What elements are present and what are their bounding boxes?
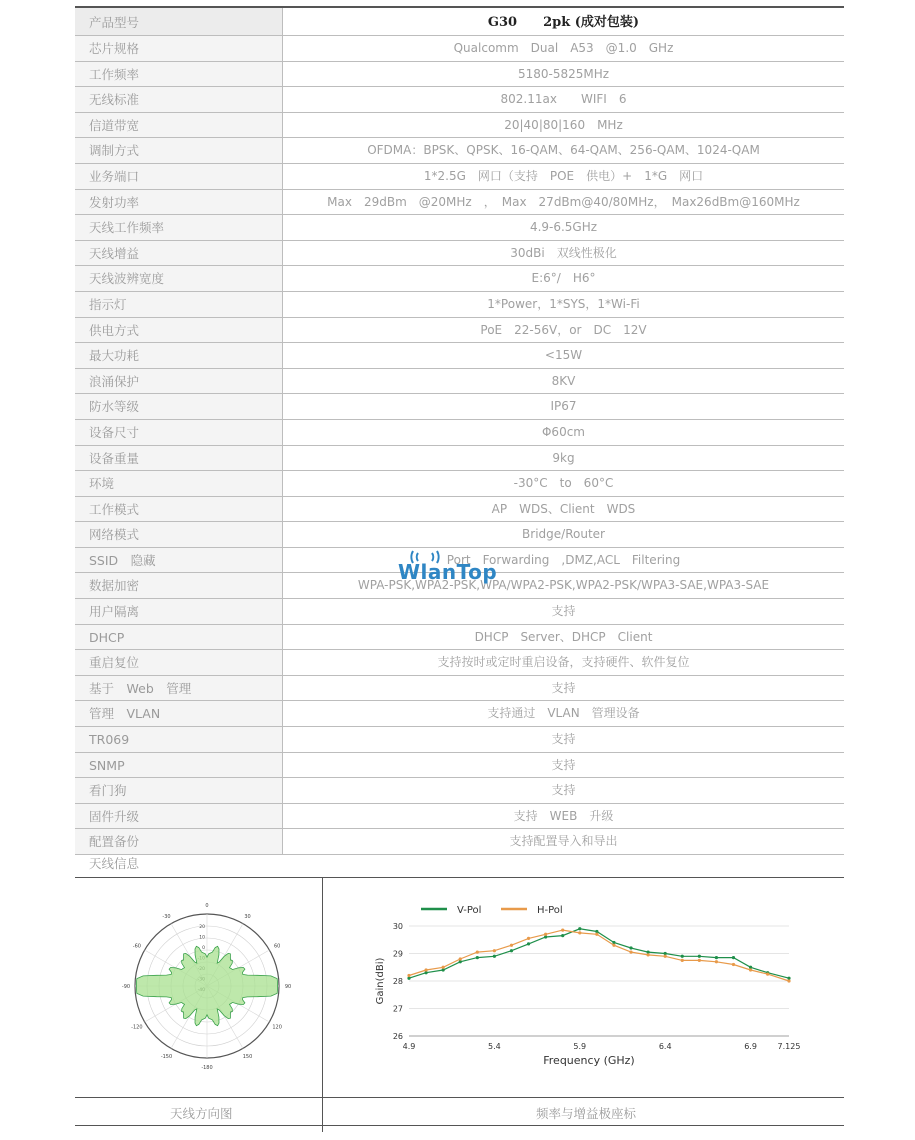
y-tick-label: 28 [392,977,403,986]
spec-value: 支持按时或定时重启设备，支持硬件、软件复位 [437,655,690,670]
data-point [749,968,752,971]
spec-value: 4.9-6.5GHz [529,220,598,235]
spec-row [75,190,844,216]
y-tick-label: 26 [392,1032,403,1041]
data-point [715,956,718,959]
spec-row [75,369,844,395]
spec-value: <15W [544,348,583,363]
spec-row [75,497,844,523]
data-point [715,960,718,963]
spec-label: 管理 VLAN [75,701,283,726]
antenna-info-section [75,848,844,878]
spec-row [75,446,844,472]
polar-angle-label: 60 [273,943,281,950]
spec-label: 最大功耗 [75,343,283,368]
spec-label: 天线波辨宽度 [75,266,283,291]
x-tick-label: 5.9 [573,1042,587,1051]
spec-label: 无线标准 [75,87,283,112]
spec-row [75,522,844,548]
spec-row [75,6,844,36]
antenna-charts [75,878,844,1098]
spec-label: 防水等级 [75,394,283,419]
polar-angle-label: 90 [284,984,292,990]
spec-label: 天线增益 [75,241,283,266]
section-title: 天线信息 [89,856,140,871]
data-point [612,944,615,947]
x-axis-label: Frequency (GHz) [543,1054,635,1067]
spec-row [75,394,844,420]
polar-angle-label: 120 [272,1024,282,1031]
spec-row [75,36,844,62]
polar-angle-label: 0 [205,903,209,909]
data-point [407,977,410,980]
data-point [424,971,427,974]
spec-label: 网络模式 [75,522,283,547]
data-point [510,944,513,947]
data-point [510,949,513,952]
spec-label: TR069 [75,727,283,752]
spec-value: 支持通过 VLAN 管理设备 [487,706,640,721]
data-point [732,956,735,959]
spec-value: Port Forwarding ,DMZ,ACL Filtering [446,552,681,567]
spec-row [75,650,844,676]
spec-label: 配置备份 [75,829,283,854]
spec-row [75,804,844,830]
spec-label: SNMP [75,753,283,778]
polar-angle-label: 150 [242,1054,253,1061]
data-point [698,959,701,962]
spec-row [75,292,844,318]
spec-value: 支持配置导入和导出 [509,834,618,849]
data-point [698,955,701,958]
spec-value: 802.11ax WIFI 6 [500,92,627,107]
spec-label: 天线工作频率 [75,215,283,240]
spec-label: 设备重量 [75,446,283,471]
spec-label: 供电方式 [75,318,283,343]
data-point [476,951,479,954]
x-tick-label: 5.4 [488,1042,501,1051]
spec-value: Max 29dBm @20MHz ， Max 27dBm@40/80MHz， Max26dBm@160MHz [327,194,800,209]
data-point [493,949,496,952]
spec-value: E:6°/ H6° [531,271,596,286]
spec-row [75,266,844,292]
spec-value: Φ60cm [541,424,585,439]
spec-row [75,241,844,267]
series-line-h-pol [409,930,789,981]
spec-value: 1*2.5G 网口（支持 POE 供电）+ 1*G 网口 [423,168,704,183]
spec-value: 20|40|80|160 MHz [504,117,623,132]
spec-row [75,701,844,727]
spec-row [75,215,844,241]
data-point [476,956,479,959]
spec-row [75,164,844,190]
y-axis-label: Gain(dBi) [375,957,386,1005]
spec-label: 发射功率 [75,190,283,215]
caption-gain-frequency: 频率与增益极座标 [536,1106,637,1121]
data-point [561,929,564,932]
spec-row [75,343,844,369]
spec-row [75,138,844,164]
spec-value: 30dBi 双线性极化 [510,245,617,260]
spec-label: 指示灯 [75,292,283,317]
polar-angle-label: -90 [121,984,131,990]
data-point [595,933,598,936]
x-tick-label: 4.9 [402,1042,416,1051]
spec-label: 基于 Web 管理 [75,676,283,701]
y-tick-label: 27 [392,1004,403,1014]
spec-label: 重启复位 [75,650,283,675]
spec-row [75,599,844,625]
data-point [561,934,564,937]
spec-value: 9kg [552,450,575,465]
spec-value: PoE 22-56V，or DC 12V [480,322,647,337]
spec-value: WPA-PSK,WPA2-PSK,WPA/WPA2-PSK,WPA2-PSK/WPA3-SAE,WPA3-SAE [357,578,770,593]
spec-value: G30 2pk (成对包装) [487,15,640,30]
data-point [595,930,598,933]
spec-row [75,625,844,651]
data-point [787,979,790,982]
spec-value: 8KV [551,373,576,388]
data-point [442,966,445,969]
radiation-pattern-shape [136,946,277,1025]
spec-row [75,113,844,139]
data-point [664,955,667,958]
spec-row [75,727,844,753]
spec-row [75,676,844,702]
spec-row [75,420,844,446]
spec-value: 支持 [551,732,576,747]
spec-label: 芯片规格 [75,36,283,61]
polar-radial-label: 20 [199,925,205,930]
spec-value: 支持 [551,757,576,772]
data-point [578,927,581,930]
spec-table [75,6,844,855]
spec-label: 工作频率 [75,62,283,87]
spec-label: 业务端口 [75,164,283,189]
x-tick-label: 6.9 [744,1042,757,1051]
y-tick-label: 30 [392,922,403,931]
spec-label: 浪涌保护 [75,369,283,394]
data-point [647,953,650,956]
gain-frequency-chart [323,878,843,1096]
polar-angle-label: -180 [201,1065,213,1071]
data-point [527,942,530,945]
radiation-pattern-chart [75,878,322,1096]
spec-row [75,318,844,344]
spec-value: -30°C to 60°C [513,476,614,491]
spec-value: 支持 [551,680,576,695]
spec-row [75,471,844,497]
spec-value: Bridge/Router [522,527,605,542]
spec-value: 1*Power，1*SYS，1*Wi-Fi [487,296,640,311]
data-point [681,955,684,958]
spec-label: 产品型号 [75,8,283,35]
data-point [493,955,496,958]
polar-angle-label: -150 [160,1054,173,1061]
caption-radiation-pattern: 天线方向图 [170,1106,233,1121]
spec-label: 环境 [75,471,283,496]
spec-label: SSID 隐藏 [75,548,283,573]
spec-label: 数据加密 [75,573,283,598]
polar-radial-label: 10 [199,935,205,941]
data-point [787,977,790,980]
polar-radial-label: 0 [202,946,205,951]
spec-row [75,778,844,804]
spec-label: DHCP [75,625,283,650]
data-point [442,968,445,971]
spec-row [75,87,844,113]
spec-label: 调制方式 [75,138,283,163]
spec-label: 固件升级 [75,804,283,829]
spec-label: 用户隔离 [75,599,283,624]
data-point [459,960,462,963]
polar-angle-label: -30 [162,913,171,920]
spec-value: 5180-5825MHz [517,66,610,81]
legend-label: H-Pol [537,905,563,916]
polar-angle-label: 30 [244,913,251,920]
spec-value: 支持 [551,604,576,619]
data-point [664,952,667,955]
data-point [749,966,752,969]
data-point [578,931,581,934]
spec-value: Qualcomm Dual A53 @1.0 GHz [453,41,674,55]
polar-angle-label: -120 [131,1024,143,1031]
caption-row [75,1098,844,1126]
watermark-logo: WlanTop [398,560,498,584]
data-point [544,935,547,938]
x-tick-label: 7.125 [777,1042,801,1051]
data-point [544,933,547,936]
spec-value: IP67 [550,399,577,414]
data-point [407,974,410,977]
data-point [612,941,615,944]
data-point [732,963,735,966]
spec-label: 信道带宽 [75,113,283,138]
spec-value: 支持 WEB 升级 [513,808,614,823]
data-point [766,973,769,976]
data-point [527,937,530,940]
spec-value: DHCP Server、DHCP Client [474,629,653,644]
spec-row [75,62,844,88]
data-point [681,959,684,962]
spec-value: AP WDS、Client WDS [491,501,636,516]
spec-row [75,753,844,779]
data-point [459,957,462,960]
y-tick-label: 29 [392,949,403,959]
legend-label: V-Pol [457,905,482,916]
spec-label: 看门狗 [75,778,283,803]
x-tick-label: 6.4 [658,1042,672,1051]
spec-value: 支持 [551,783,576,798]
data-point [647,951,650,954]
data-point [424,968,427,971]
spec-label: 设备尺寸 [75,420,283,445]
spec-label: 工作模式 [75,497,283,522]
data-point [629,946,632,949]
spec-value: OFDMA：BPSK、QPSK、16-QAM、64-QAM、256-QAM、1024-QAM [367,143,760,158]
polar-angle-label: -60 [132,943,141,950]
data-point [629,951,632,954]
